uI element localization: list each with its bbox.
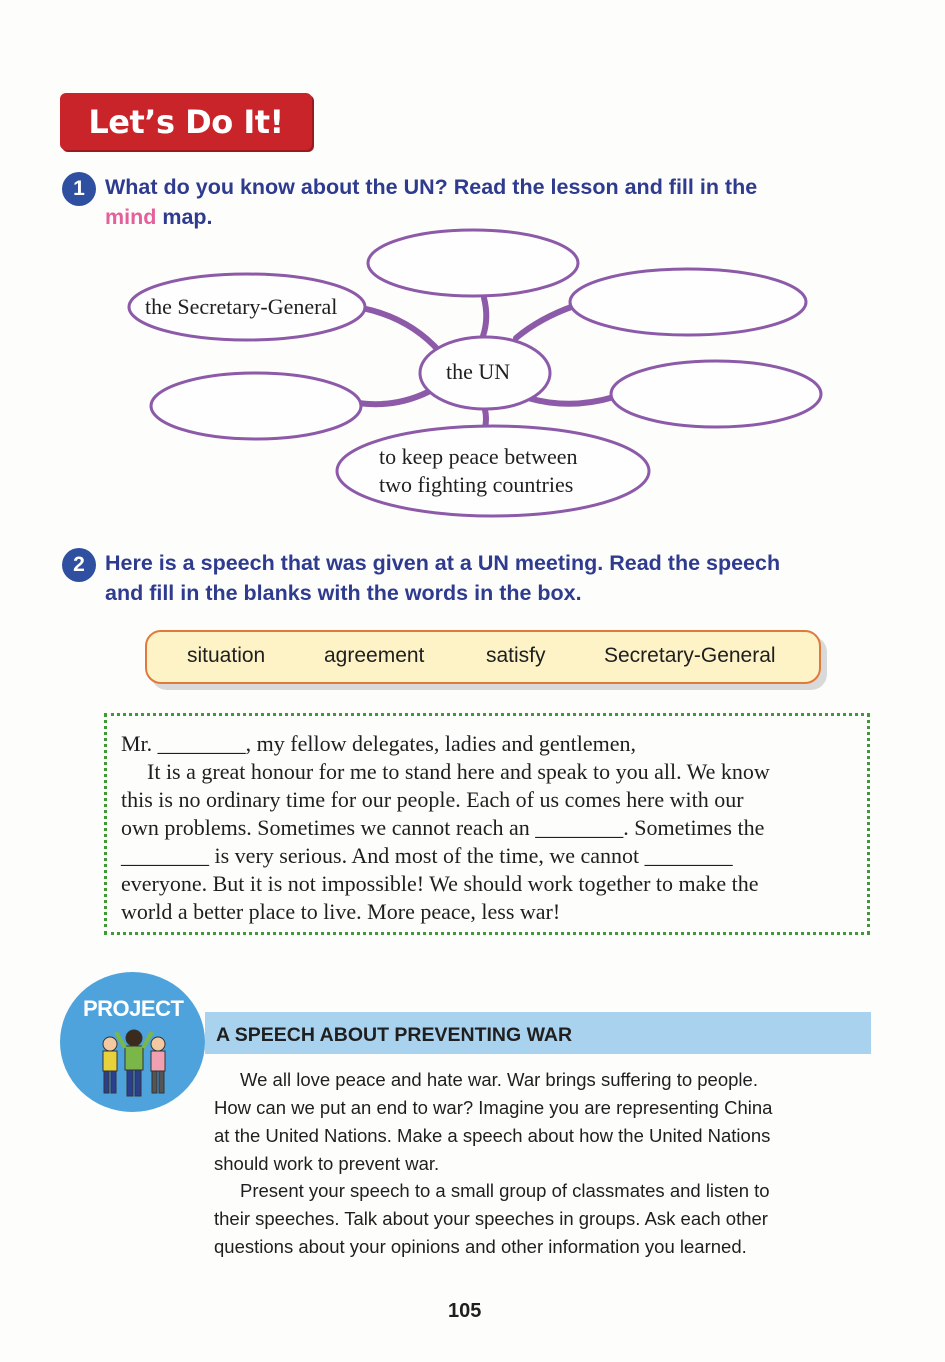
word-box-item: Secretary-General xyxy=(604,644,776,667)
speech-line: own problems. Sometimes we cannot reach an ________. Sometimes the xyxy=(121,815,765,840)
mindmap-node-upper-right-blank[interactable] xyxy=(570,269,806,335)
mind-map xyxy=(0,0,945,540)
mindmap-purpose-line2: two fighting countries xyxy=(379,472,574,497)
task2-instruction-line2: and fill in the blanks with the words in the box. xyxy=(105,581,582,605)
mindmap-node-lower-left-blank[interactable] xyxy=(151,373,361,439)
project-line: How can we put an end to war? Imagine you are representing China xyxy=(214,1097,773,1118)
project-title: A SPEECH ABOUT PREVENTING WAR xyxy=(216,1024,573,1046)
project-line: should work to prevent war. xyxy=(214,1153,440,1174)
speech-line: everyone. But it is not impossible! We should work together to make the xyxy=(121,871,759,896)
task-number-2: 2 xyxy=(62,548,96,582)
page-number: 105 xyxy=(448,1300,482,1322)
speech-box xyxy=(104,713,870,935)
task2-instruction-line1: Here is a speech that was given at a UN meeting. Read the speech xyxy=(105,551,781,575)
project-line: their speeches. Talk about your speeches in groups. Ask each other xyxy=(214,1208,768,1229)
task-number-1: 1 xyxy=(62,172,96,206)
section-banner-title: Let’s Do It! xyxy=(88,102,284,141)
mindmap-center-label: the UN xyxy=(446,359,511,384)
word-box-item: situation xyxy=(187,644,266,667)
children-illustration-icon xyxy=(92,1024,182,1104)
word-box-item: agreement xyxy=(324,644,425,667)
word-box xyxy=(145,630,821,684)
mindmap-link-upper-left xyxy=(362,308,440,352)
mindmap-node-purpose xyxy=(337,426,649,516)
speech-line: world a better place to live. More peace, less war! xyxy=(121,899,561,924)
word-box-item: satisfy xyxy=(486,644,546,667)
mindmap-secretary-label: the Secretary-General xyxy=(145,294,338,319)
speech-line: ________ is very serious. And most of the time, we cannot ________ xyxy=(121,843,733,868)
mindmap-purpose-line1: to keep peace between xyxy=(379,444,578,469)
speech-line: It is a great honour for me to stand here and speak to you all. We know xyxy=(147,759,770,784)
mindmap-link-upper-right xyxy=(516,306,574,338)
task2-instruction xyxy=(105,548,865,608)
task1-instruction-rest: map. xyxy=(156,205,213,229)
speech-line: Mr. ________, my fellow delegates, ladies and gentlemen, xyxy=(121,731,637,756)
project-label: PROJECT xyxy=(83,996,184,1021)
project-line: questions about your opinions and other information you learned. xyxy=(214,1236,747,1257)
task1-instruction-line1: What do you know about the UN? Read the lesson and fill in the xyxy=(105,175,758,199)
project-line: at the United Nations. Make a speech about how the United Nations xyxy=(214,1125,771,1146)
mindmap-link-lower-left xyxy=(358,392,428,404)
speech-line: this is no ordinary time for our people. Each of us comes here with our xyxy=(121,787,744,812)
project-line: Present your speech to a small group of classmates and listen to xyxy=(240,1180,770,1201)
project-line: We all love peace and hate war. War brings suffering to people. xyxy=(240,1069,758,1090)
task1-pink-word: mind xyxy=(105,205,157,229)
mindmap-link-top xyxy=(483,298,486,336)
mindmap-link-lower-right xyxy=(528,397,614,404)
mindmap-node-lower-right-blank[interactable] xyxy=(611,361,821,427)
mindmap-node-top-blank[interactable] xyxy=(368,230,578,296)
